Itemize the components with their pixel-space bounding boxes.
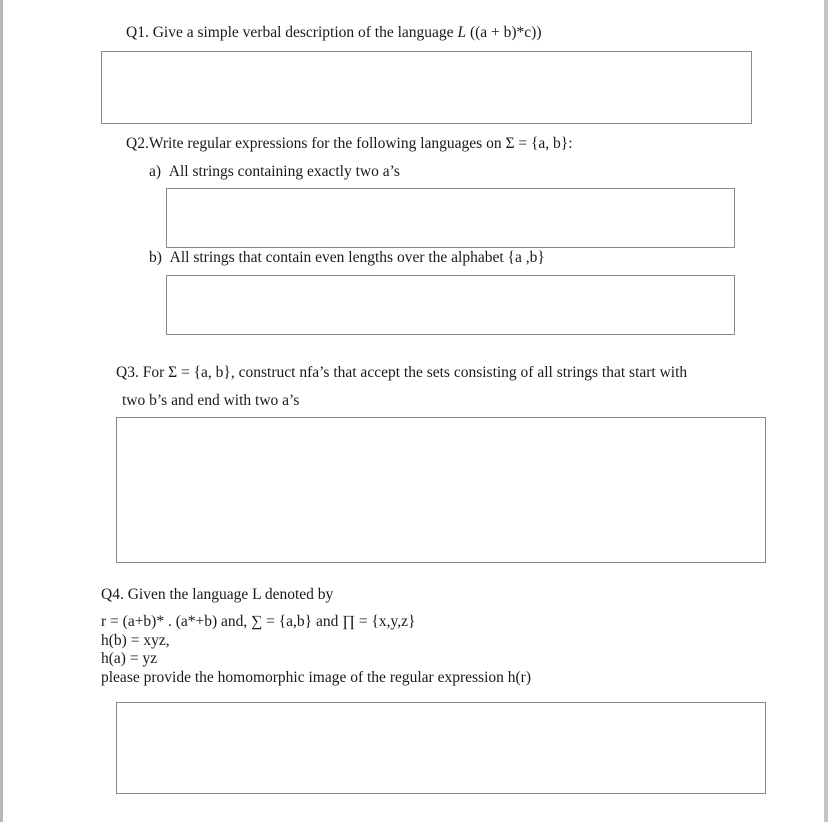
q1-answer-box[interactable] — [101, 51, 752, 124]
q4-answer-box[interactable] — [116, 702, 766, 794]
q1-question — [126, 24, 542, 42]
q4-hb-line: h(b) = xyz, — [101, 632, 170, 649]
q2a-answer-box[interactable] — [166, 188, 735, 248]
q2-title: Q2.Write regular expressions for the following languages on Σ = {a, b}: — [126, 135, 573, 152]
q1-prefix: Q1. Give a simple verbal description of the language — [126, 24, 458, 41]
right-page-edge — [824, 0, 828, 822]
q4-title: Q4. Given the language L denoted by — [101, 586, 334, 603]
q4-instruction: please provide the homomorphic image of the regular expression h(r) — [101, 669, 531, 686]
q2a-prompt: a) All strings containing exactly two a’s — [149, 163, 400, 180]
q3-line-1: Q3. For Σ = {a, b}, construct nfa’s that accept the sets consisting of all strings that start with — [116, 364, 688, 381]
q2b-answer-box[interactable] — [166, 275, 735, 335]
q3-line-2: two b’s and end with two a’s — [122, 392, 300, 409]
q1-expression: ((a + b)*c)) — [466, 24, 542, 41]
q4-ha-line: h(a) = yz — [101, 650, 158, 667]
q4-expression-line: r = (a+b)* . (a*+b) and, ∑ = {a,b} and ∏ = {x,y,z} — [101, 613, 416, 630]
left-page-edge — [0, 0, 3, 822]
q1-language-symbol: L — [457, 24, 467, 41]
q2b-prompt: b) All strings that contain even lengths over the alphabet {a ,b} — [149, 249, 545, 266]
q3-answer-box[interactable] — [116, 417, 766, 563]
